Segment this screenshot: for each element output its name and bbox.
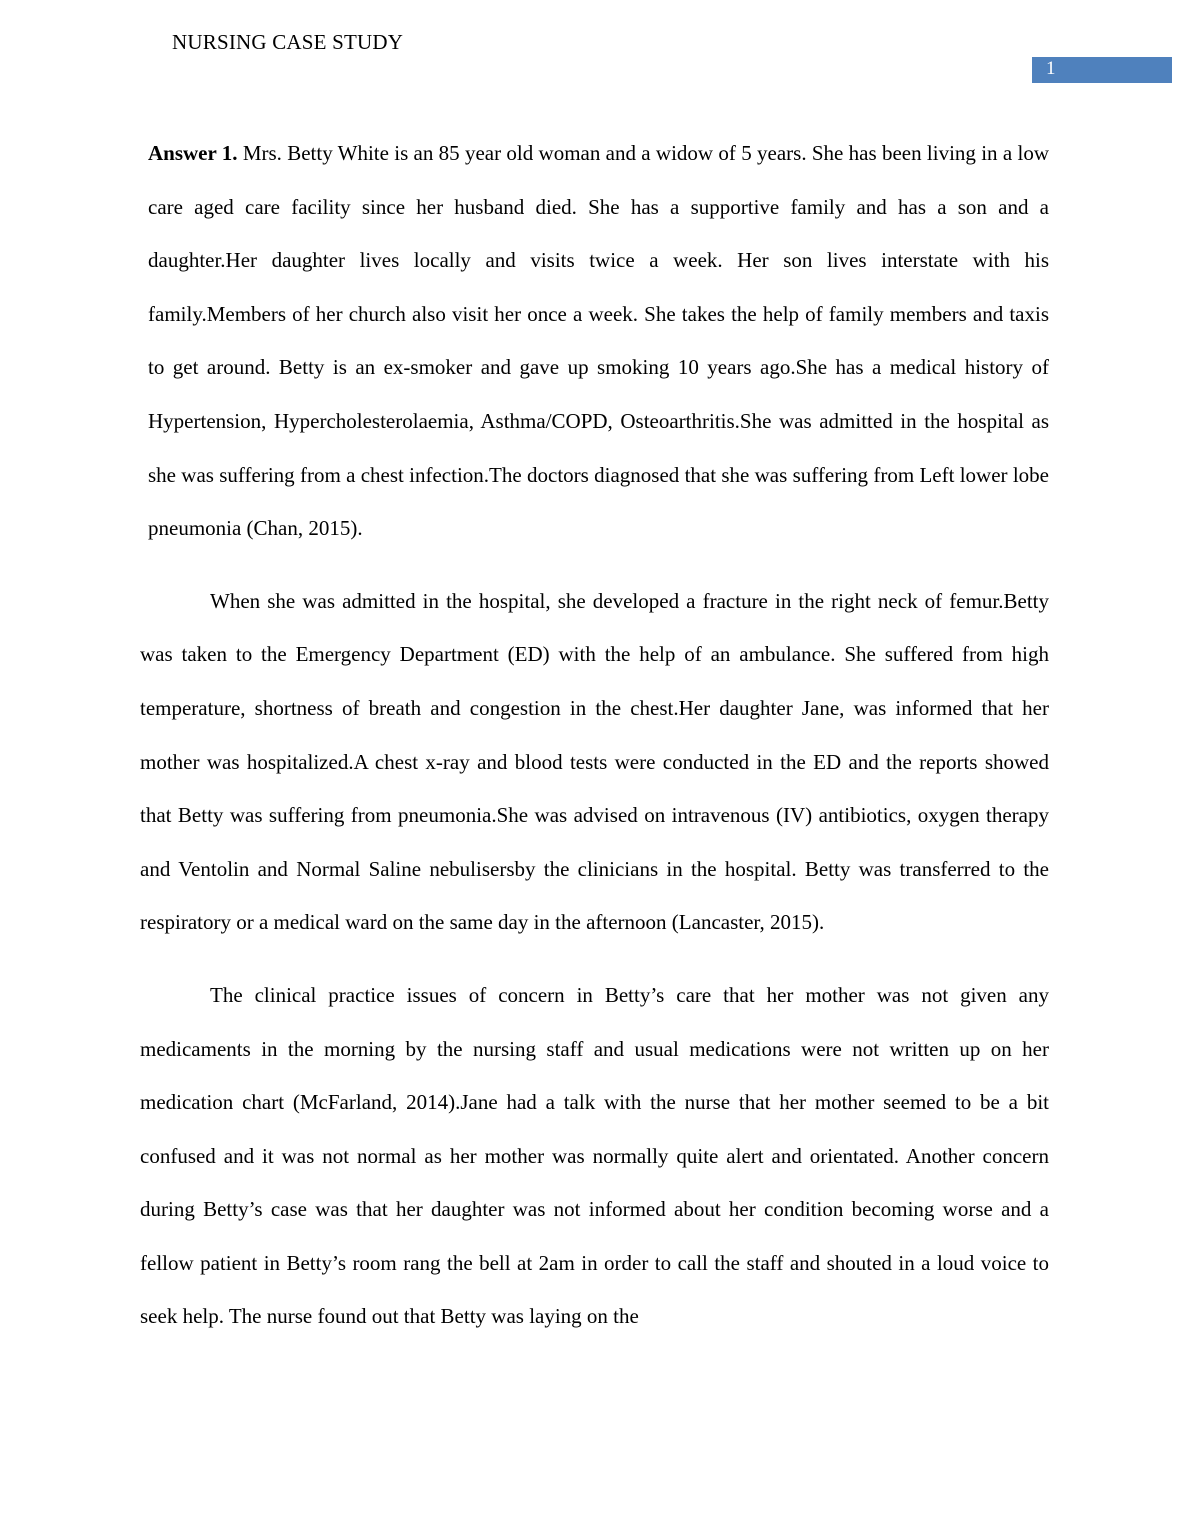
paragraph-2: When she was admitted in the hospital, she developed a fracture in the right neck of femur.Betty was taken to the Emergency Department (ED) with the help of an ambulance. She suffered from high temperature, shortness of breath and congestion in the chest.Her daughter Jane, was informed that her mother was hospitalized.A chest x-ray and blood tests were conducted in the ED and the reports showed that Betty was suffering from pneumonia.She was advised on intravenous (IV) antibiotics, oxygen therapy and Ventolin and Normal Saline nebulisersby the clinicians in the hospital. Betty was transferred to the respiratory or a medical ward on the same day in the afternoon (Lancaster, 2015). — [140, 588, 1049, 935]
page-number-box — [1032, 57, 1172, 83]
paragraph-answer-1 — [140, 127, 1049, 556]
paragraph-3: The clinical practice issues of concern in Betty’s care that her mother was not given any medicaments in the morning by the nursing staff and usual medications were not written up on her medication chart (McFarland, 2014).Jane had a talk with the nurse that her mother seemed to be a bit confused and it was not normal as her mother was normally quite alert and orientated. Another concern during Betty’s case was that her daughter was not informed about her condition becoming worse and a fellow patient in Betty’s room rang the bell at 2am in order to call the staff and shouted in a loud voice to seek help. The nurse found out that Betty was laying on the — [140, 982, 1049, 1329]
paragraph-1-text: Mrs. Betty White is an 85 year old woman and a widow of 5 years. She has been living in a low care aged care facility since her husband died. She has a supportive family and has a son and a daughter.Her daughter lives locally and visits twice a week. Her son lives interstate with his family.Members of her church also visit her once a week. She takes the help of family members and taxis to get around. Betty is an ex-smoker and gave up smoking 10 years ago.She has a medical history of Hypertension, Hypercholesterolaemia, Asthma/COPD, Osteoarthritis.She was admitted in the hospital as she was suffering from a chest infection.The doctors diagnosed that she was suffering from Left lower lobe pneumonia (Chan, 2015). — [148, 141, 1049, 541]
page-number: 1 — [1046, 58, 1056, 79]
running-head: NURSING CASE STUDY — [172, 30, 404, 54]
document-body — [140, 127, 1049, 1363]
answer-label: Answer 1. — [148, 141, 238, 165]
